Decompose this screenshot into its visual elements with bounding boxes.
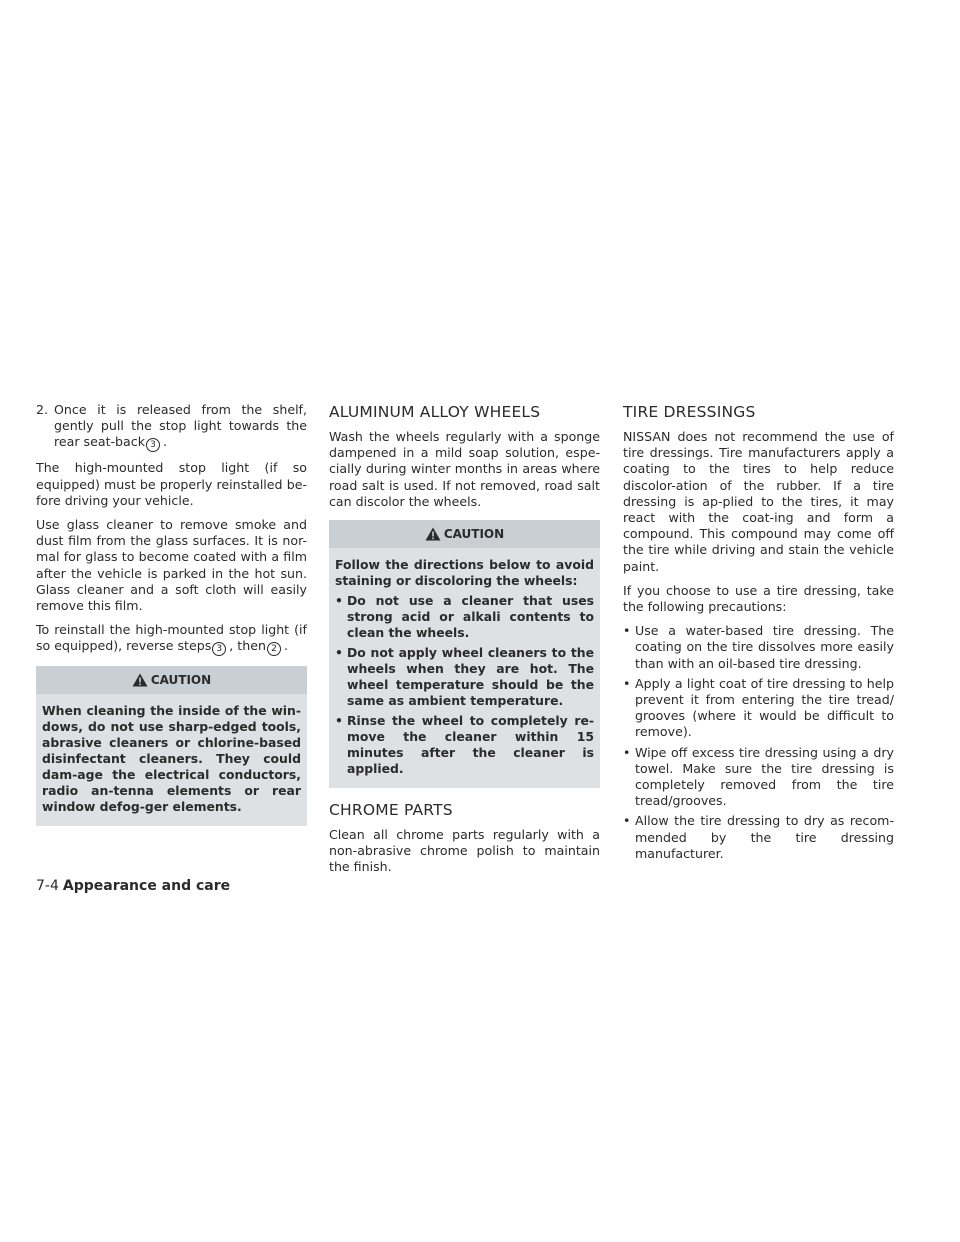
step-ref-badge: 3 (212, 642, 226, 656)
step-ref-badge: 2 (267, 642, 281, 656)
step-text: Once it is released from the shelf, gently pull the stop light towards the rear seat-back 3 . (54, 402, 307, 451)
paragraph-reinstall-steps: To reinstall the high-mounted stop light (if so equipped), reverse steps 3 , then 2 . (36, 622, 307, 655)
paragraph-tire-dressings: NISSAN does not recommend the use of tire dressings. Tire manufacturers apply a coating to the tires to help reduce discolor-ation of the rubber. If a tire dressing is ap-plied to the tires, it may react with the coat-ing and form a compound. This compound may come off the tire while driving and stain the vehicle paint. (623, 429, 894, 574)
caution-label: CAUTION (443, 526, 505, 541)
heading-chrome-parts: CHROME PARTS (329, 801, 453, 820)
caution-header (36, 666, 307, 694)
step-number: 2. (36, 402, 49, 417)
list-item: • Apply a light coat of tire dressing to help prevent it from entering the tire tread/ grooves (where it would be difficult to remove). (623, 675, 894, 740)
caution-intro: Follow the directions below to avoid staining or discoloring the wheels: (335, 557, 594, 589)
caution-box-wheels (329, 520, 600, 788)
step-2 (36, 402, 307, 452)
paragraph-precautions-intro: If you choose to use a tire dressing, take the following precautions: (623, 582, 894, 615)
paragraph-wheel-washing: Wash the wheels regularly with a sponge dampened in a mild soap solution, espe-cially during winter months in areas where road salt is used. If not removed, road salt can discolor the wheels. (329, 429, 600, 509)
page-number: 7-4 (36, 878, 59, 894)
page-footer (36, 878, 230, 894)
step-ref-badge: 3 (146, 438, 160, 452)
caution-box-windows (36, 666, 307, 826)
column-1 (36, 402, 307, 838)
warning-icon (132, 673, 148, 687)
heading-tire-dressings: TIRE DRESSINGS (623, 403, 756, 421)
caution-header (329, 520, 600, 548)
list-item: • Use a water-based tire dressing. The coating on the tire dissolves more easily than with an oil-based tire dressing. (623, 623, 894, 671)
caution-body (36, 694, 307, 826)
heading-aluminum-alloy-wheels: ALUMINUM ALLOY WHEELS (329, 403, 541, 421)
caution-bullet: • Do not use a cleaner that uses strong acid or alkali contents to clean the wheels. (335, 593, 594, 641)
caution-label: CAUTION (150, 673, 212, 688)
caution-body (329, 548, 600, 788)
paragraph-reinstall-note: The high-mounted stop light (if so equipped) must be properly reinstalled be-fore driving your vehicle. (36, 460, 307, 508)
paragraph-chrome-parts: Clean all chrome parts regularly with a non-abrasive chrome polish to maintain the finish. (329, 827, 600, 875)
caution-bullet: • Do not apply wheel cleaners to the wheels when they are hot. The wheel temperature should be the same as ambient temperature. (335, 645, 594, 709)
warning-icon (425, 527, 441, 541)
list-item: • Allow the tire dressing to dry as recom-mended by the tire dressing manufacturer. (623, 813, 894, 861)
caution-text: When cleaning the inside of the win-dows, do not use sharp-edged tools, abrasive cleaners or chlorine-based disinfectant cleaners. They could dam-age the electrical conductors, radio an-tenna elements or rear window defog-ger elements. (42, 703, 301, 815)
list-item: • Wipe off excess tire dressing using a dry towel. Make sure the tire dressing is completely removed from the tire tread/grooves. (623, 744, 894, 809)
caution-bullet: • Rinse the wheel to completely re-move the cleaner within 15 minutes after the cleaner is applied. (335, 713, 594, 777)
paragraph-glass-cleaner: Use glass cleaner to remove smoke and dust film from the glass surfaces. It is nor-mal for glass to become coated with a film after the vehicle is parked in the hot sun. Glass cleaner and a soft cloth will easily remove this film. (36, 517, 307, 614)
column-2 (329, 402, 600, 884)
section-title: Appearance and care (62, 878, 231, 894)
column-3 (623, 402, 894, 866)
